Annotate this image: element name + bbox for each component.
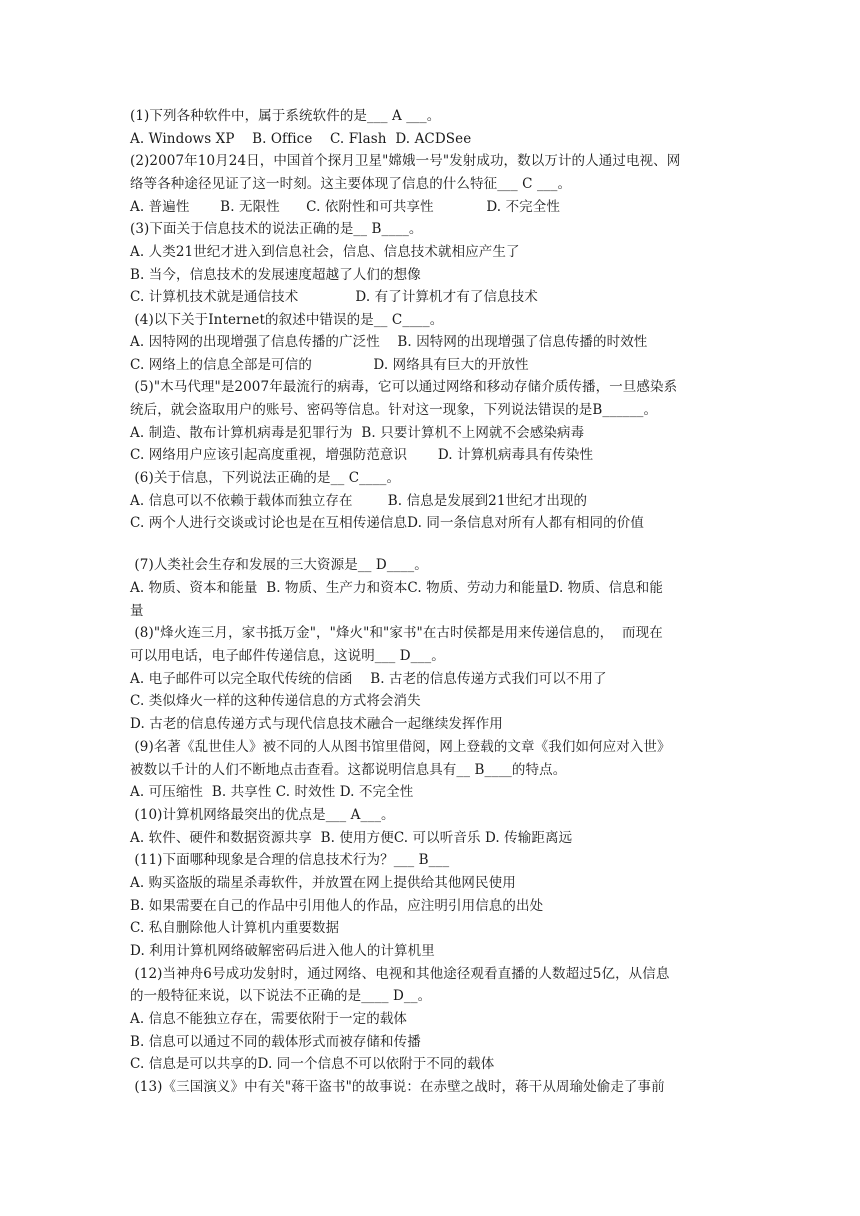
text-line: C. 信息是可以共享的D. 同一个信息不可以依附于不同的载体 <box>130 1056 495 1072</box>
text-line: 量 <box>130 603 144 619</box>
text-line: A. 软件、硬件和数据资源共享 B. 使用方便C. 可以听音乐 D. 传输距离远 <box>130 830 573 846</box>
text-line: (13)《三国演义》中有关"蒋干盗书"的故事说：在赤壁之战时，蒋干从周瑜处偷走了事前 <box>130 1079 665 1095</box>
text-line: 被数以千计的人们不断地点击查看。这都说明信息具有__ B____的特点。 <box>130 762 567 778</box>
text-line: 可以用电话，电子邮件传递信息，这说明___ D___。 <box>130 648 445 664</box>
text-line: (8)"烽火连三月，家书抵万金"，"烽火"和"家书"在古时侯都是用来传递信息的， 而现在 <box>130 625 663 641</box>
text-line: A. 信息可以不依赖于载体而独立存在 B. 信息是发展到21世纪才出现的 <box>130 493 588 509</box>
text-line: D. 利用计算机网络破解密码后进入他人的计算机里 <box>130 943 435 959</box>
text-line: (5)"木马代理"是2007年最流行的病毒，它可以通过网络和移动存储介质传播，一旦感染系 <box>130 379 678 395</box>
text-line: 统后，就会盗取用户的账号、密码等信息。针对这一现象，下列说法错误的是B______。 <box>130 402 658 418</box>
text-line: D. 古老的信息传递方式与现代信息技术融合一起继续发挥作用 <box>130 716 503 732</box>
text-line: (10)计算机网络最突出的优点是___ A___。 <box>130 807 395 823</box>
text-line: A. 物质、资本和能量 B. 物质、生产力和资本C. 物质、劳动力和能量D. 物质、信息和能 <box>130 580 663 596</box>
text-line: (3)下面关于信息技术的说法正确的是__ B____。 <box>130 221 423 237</box>
text-line: A. 电子邮件可以完全取代传统的信函 B. 古老的信息传递方式我们可以不用了 <box>130 671 607 687</box>
text-line: C. 网络上的信息全部是可信的 D. 网络具有巨大的开放性 <box>130 357 529 373</box>
text-line: C. 计算机技术就是通信技术 D. 有了计算机才有了信息技术 <box>130 289 538 305</box>
text-line: C. 两个人进行交谈或讨论也是在互相传递信息D. 同一条信息对所有人都有相同的价值 <box>130 515 644 531</box>
text-line: (9)名著《乱世佳人》被不同的人从图书馆里借阅，网上登载的文章《我们如何应对入世》 <box>130 739 671 755</box>
text-line: (1)下列各种软件中，属于系统软件的是___ A ___。 <box>130 108 441 124</box>
text-line: (4)以下关于Internet的叙述中错误的是__ C____。 <box>130 312 444 328</box>
text-line: A. 普遍性 B. 无限性 C. 依附性和可共享性 D. 不完全性 <box>130 199 560 215</box>
text-line: B. 当今，信息技术的发展速度超越了人们的想像 <box>130 267 421 283</box>
text-line: (6)关于信息，下列说法正确的是__ C____。 <box>130 470 401 486</box>
text-line: A. Windows XP B. Office C. Flash D. ACDSee <box>130 131 472 147</box>
text-line: C. 网络用户应该引起高度重视，增强防范意识 D. 计算机病毒具有传染性 <box>130 447 594 463</box>
text-line: C. 私自删除他人计算机内重要数据 <box>130 920 340 936</box>
text-line: (11)下面哪种现象是合理的信息技术行为？___ B___ <box>130 852 450 868</box>
text-line: (7)人类社会生存和发展的三大资源是__ D____。 <box>130 557 428 573</box>
text-line: 络等各种途径见证了这一时刻。这主要体现了信息的什么特征___ C ___。 <box>130 176 572 192</box>
text-line: A. 制造、散布计算机病毒是犯罪行为 B. 只要计算机不上网就不会感染病毒 <box>130 425 585 441</box>
text-line: C. 类似烽火一样的这种传递信息的方式将会消失 <box>130 693 421 709</box>
text-line: A. 信息不能独立存在，需要依附于一定的载体 <box>130 1011 408 1027</box>
text-line: A. 可压缩性 B. 共享性 C. 时效性 D. 不完全性 <box>130 784 414 800</box>
text-line: A. 人类21世纪才进入到信息社会，信息、信息技术就相应产生了 <box>130 244 520 260</box>
text-line: 的一般特征来说，以下说法不正确的是____ D__。 <box>130 988 432 1004</box>
text-line: (12)当神舟6号成功发射时，通过网络、电视和其他途径观看直播的人数超过5亿，从信息 <box>130 966 670 982</box>
text-line: A. 因特网的出现增强了信息传播的广泛性 B. 因特网的出现增强了信息传播的时效性 <box>130 334 648 350</box>
text-line: B. 如果需要在自己的作品中引用他人的作品，应注明引用信息的出处 <box>130 898 544 914</box>
text-line: A. 购买盗版的瑞星杀毒软件，并放置在网上提供给其他网民使用 <box>130 875 516 891</box>
text-line: B. 信息可以通过不同的载体形式而被存储和传播 <box>130 1034 421 1050</box>
text-line: (2)2007年10月24日，中国首个探月卫星"嫦娥一号"发射成功，数以万计的人通过电视、网 <box>130 153 681 169</box>
